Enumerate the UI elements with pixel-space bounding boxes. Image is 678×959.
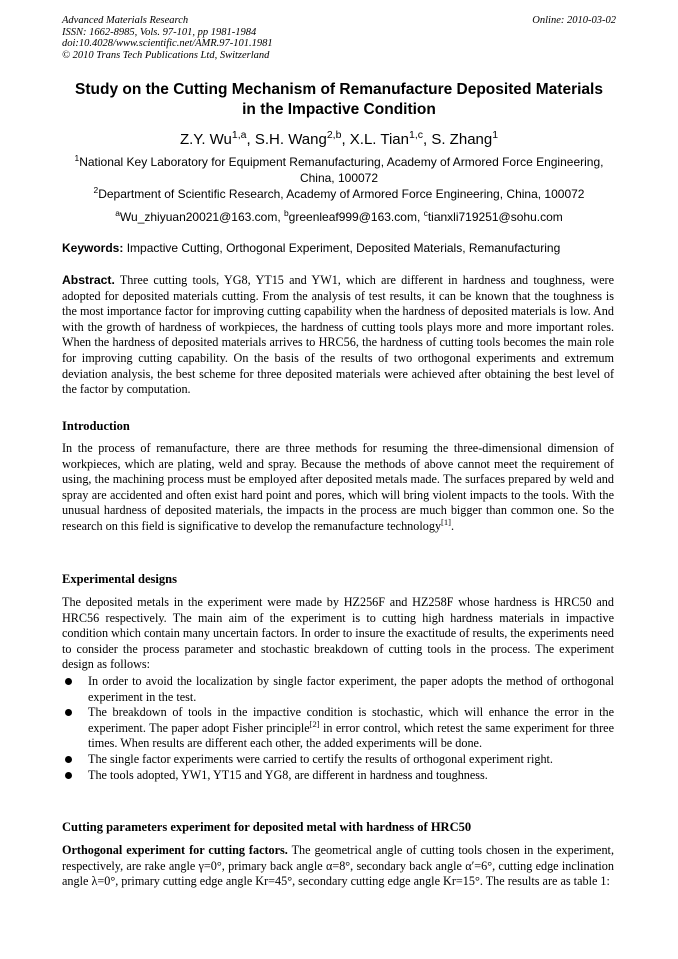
title-line-1: Study on the Cutting Mechanism of Remanufacture Deposited Materials bbox=[75, 81, 603, 98]
issn-line: ISSN: 1662-8985, Vols. 97-101, pp 1981-1984 bbox=[62, 26, 257, 38]
introduction-paragraph bbox=[62, 441, 614, 535]
journal-name: Advanced Materials Research bbox=[62, 15, 189, 26]
affiliation-2-sup: 2 bbox=[93, 185, 99, 195]
affiliation-1-text: National Key Laboratory for Equipment Remanufacturing, Academy of Armored Force Engineering, China, 100072 bbox=[79, 155, 604, 185]
keywords-text: Impactive Cutting, Orthogonal Experiment, Deposited Materials, Remanufacturing bbox=[126, 241, 561, 255]
bullet-dot-icon bbox=[65, 756, 72, 763]
author-sep: , bbox=[423, 131, 432, 148]
experimental-paragraph: The deposited metals in the experiment were made by HZ256F and HZ258F whose hardness is HRC50 and HRC56 respectively. The main aim of the experiment is to cutting high hardness materials in impactive condition which contain many uncertain factors. In order to insure the exactitude of results, the experiments need to consider the process parameter and stochastic breakdown of cutting tools in the process. The experiment design as follows: bbox=[62, 595, 614, 672]
citation-ref[interactable]: [1] bbox=[441, 516, 451, 527]
abstract bbox=[62, 273, 614, 398]
copyright-line: © 2010 Trans Tech Publications Ltd, Switzerland bbox=[62, 49, 270, 61]
bullet-dot-icon bbox=[65, 709, 72, 716]
email-sep: , bbox=[416, 210, 424, 224]
author-sep: , bbox=[246, 131, 255, 148]
affiliation-1 bbox=[58, 155, 620, 186]
bullet-text: The breakdown of tools in the impactive condition is stochastic, which will enhance the error in the experiment. The paper adopt Fisher principle bbox=[88, 705, 614, 735]
abstract-text: Three cutting tools, YG8, YT15 and YW1, which are different in hardness and toughness, were adopted for deposited materials cutting. From the analysis of test results, it can be known that the toughness is the most importance factor for improving cutting capability when the hardness of deposited materials is low. And with the growth of hardness of workpieces, the hardness of cutting tools plays more and more important roles. When the hardness of deposited materials arrives to HRC56, the hardness of cutting tools becomes the main role for improving cutting capability. On the basis of the results of two orthogonal experiments and extremum deviation analysis, the best scheme for three deposited materials were achieved after obtaining the best level of the factor by computation. bbox=[62, 273, 615, 397]
introduction-text: In the process of remanufacture, there are three methods for resuming the three-dimensional dimension of workpieces, which are plating, weld and spray. Because the methods of above cannot meet the requirement of using, the machining process must be employed after deposited metals made. The surfaces prepared by weld and spray are accidented and often exist hard point and pores, which will bring violent impacts to the tools. With the unusual hardness of deposited materials, the impacts in the process are much bigger than common one. So the research on this field is significative to develop the remanufacture technology bbox=[62, 441, 614, 533]
keywords-label: Keywords: bbox=[62, 241, 124, 255]
section-heading-experimental-designs: Experimental designs bbox=[62, 572, 177, 586]
affiliation-2-text: Department of Scientific Research, Academy of Armored Force Engineering, China, 100072 bbox=[98, 187, 585, 201]
affiliation-2 bbox=[58, 187, 620, 203]
online-date: Online: 2010-03-02 bbox=[532, 15, 616, 26]
affiliation-1-sup: 1 bbox=[74, 153, 80, 163]
title-line-2: in the Impactive Condition bbox=[242, 101, 436, 118]
bullet-text-cont: in error control, which retest the same experiment for three times. When results are different each other, the added experiments will be done. bbox=[88, 720, 614, 751]
introduction-end: . bbox=[451, 518, 455, 533]
list-item bbox=[62, 705, 614, 752]
journal-header bbox=[62, 15, 273, 61]
design-bullet-list bbox=[62, 674, 614, 783]
citation-ref[interactable]: [2] bbox=[309, 718, 320, 729]
author-name: X.L. Tian bbox=[349, 131, 409, 148]
section-heading-cutting-parameters: Cutting parameters experiment for deposited metal with hardness of HRC50 bbox=[62, 820, 472, 834]
email-sup: b bbox=[284, 208, 289, 218]
doi-line[interactable]: doi:10.4028/www.scientific.net/AMR.97-101.1981 bbox=[62, 38, 273, 49]
bullet-dot-icon bbox=[65, 678, 72, 685]
email-list bbox=[58, 210, 620, 226]
bullet-text: The single factor experiments were carried to certify the results of orthogonal experiment right. bbox=[88, 751, 553, 766]
bullet-text: The tools adopted, YW1, YT15 and YG8, are different in hardness and toughness. bbox=[88, 767, 488, 782]
author-name: S. Zhang bbox=[431, 131, 493, 148]
author-name: Z.Y. Wu bbox=[179, 131, 232, 148]
orthogonal-paragraph bbox=[62, 843, 614, 890]
section-heading-introduction: Introduction bbox=[62, 419, 130, 433]
abstract-label: Abstract. bbox=[62, 273, 115, 287]
email-sup: a bbox=[115, 208, 120, 218]
bullet-text: In order to avoid the localization by single factor experiment, the paper adopts the method of orthogonal experiment in the test. bbox=[88, 674, 614, 704]
email-sup: c bbox=[423, 208, 428, 218]
list-item bbox=[62, 752, 614, 768]
paper-title bbox=[40, 80, 638, 120]
author-sup: 1,c bbox=[408, 129, 423, 141]
email-address[interactable]: Wu_zhiyuan20021@163.com bbox=[119, 210, 278, 224]
email-address[interactable]: tianxli719251@sohu.com bbox=[427, 210, 563, 224]
keywords bbox=[62, 241, 618, 256]
author-name: S.H. Wang bbox=[254, 131, 327, 148]
email-address[interactable]: greenleaf999@163.com bbox=[288, 210, 417, 224]
author-sup: 2,b bbox=[326, 129, 342, 141]
author-sup: 1,a bbox=[231, 129, 247, 141]
email-sep: , bbox=[277, 210, 284, 224]
list-item bbox=[62, 768, 614, 784]
bullet-dot-icon bbox=[65, 772, 72, 779]
author-list bbox=[40, 131, 638, 149]
author-sep: , bbox=[341, 131, 350, 148]
author-sup: 1 bbox=[492, 129, 499, 141]
orthogonal-label: Orthogonal experiment for cutting factors. bbox=[62, 843, 288, 857]
orthogonal-text: The geometrical angle of cutting tools chosen in the experiment, respectively, are rake angle γ=0°, primary back angle α=8°, secondary back angle α′=6°, cutting edge inclination angle λ=0°, primary cutting edge angle Kr=45°, secondary cutting edge angle Kr=15°. The results are as table 1: bbox=[62, 843, 614, 889]
list-item bbox=[62, 674, 614, 705]
